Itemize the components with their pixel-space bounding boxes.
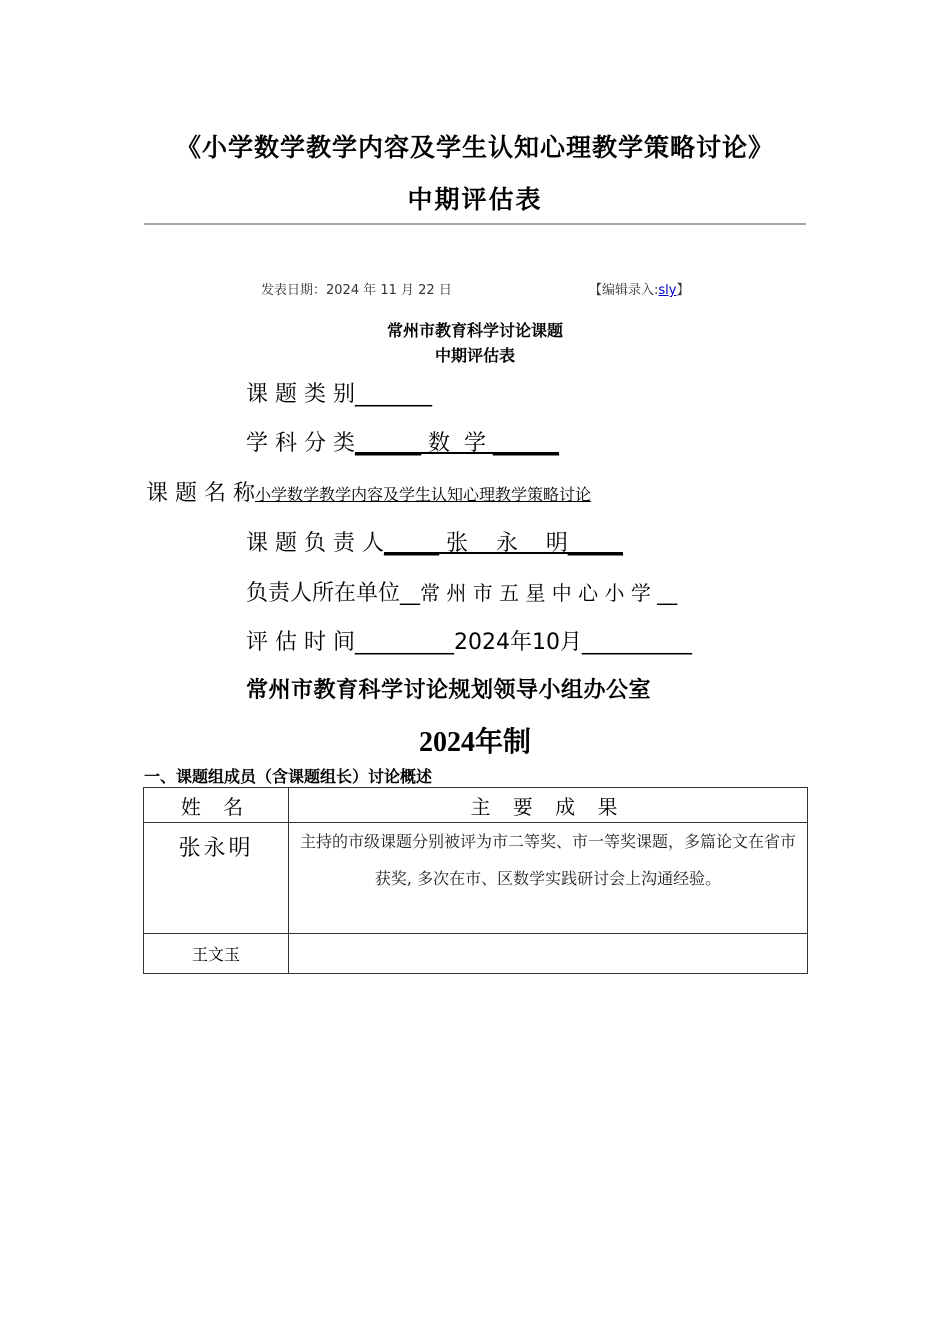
column-header-results: 主 要 成 果 [289, 788, 808, 823]
table-header-row [144, 788, 808, 823]
field-topic-label: 课 题 名 称 [146, 481, 255, 506]
year-made: 2024年制 [418, 727, 531, 758]
members-table [143, 787, 808, 974]
field-category-label: 课 题 类 别 [246, 382, 355, 407]
member-result [289, 934, 808, 974]
field-time [246, 625, 692, 656]
field-leader [246, 526, 623, 557]
editor-info [589, 279, 689, 298]
field-subject [246, 426, 559, 457]
field-unit [246, 576, 677, 607]
editor-link[interactable]: sly [658, 283, 677, 298]
field-topic-value: 小学数学教学内容及学生认知心理教学策略讨论 [254, 485, 591, 504]
member-result: 主持的市级课题分别被评为市二等奖、市一等奖课题，多篇论文在省市获奖, 多次在市、区数学实践研讨会上沟通经验。 [289, 823, 808, 934]
column-header-name: 姓 名 [144, 788, 289, 823]
field-unit-label: 负责人所在单位 [246, 581, 401, 606]
field-leader-value: _____ 张 永 明_____ [383, 531, 623, 556]
member-name: 张永明 [144, 823, 289, 934]
editor-prefix: 【编辑录入: [589, 283, 659, 298]
field-time-label: 评 估 时 间 [246, 630, 355, 655]
cover-form-line: 中期评估表 [434, 346, 515, 365]
table-row [144, 934, 808, 974]
office-name: 常州市教育科学讨论规划领导小组办公室 [246, 678, 652, 703]
publish-date: 发表日期：2024 年 11 月 22 日 [261, 283, 452, 298]
field-leader-label: 课 题 负 责 人 [246, 531, 384, 556]
field-time-value: _________2024年10月__________ [354, 630, 692, 655]
cover-org-line: 常州市教育科学讨论课题 [386, 321, 563, 340]
document-subtitle: 中期评估表 [407, 185, 543, 214]
table-row [144, 823, 808, 934]
field-subject-value: ______ 数 学 ______ [354, 431, 559, 456]
field-unit-value: __常 州 市 五 星 中 心 小 学 __ [400, 581, 678, 605]
title-divider [144, 223, 806, 225]
document-title: 《小学数学教学内容及学生认知心理教学策略讨论》 [175, 133, 774, 162]
field-category-value: _______ [354, 382, 432, 407]
member-name: 王文玉 [144, 934, 289, 974]
field-category [246, 377, 432, 408]
field-topic [146, 476, 591, 507]
section-heading: 一、课题组成员（含课题组长）讨论概述 [144, 767, 433, 786]
editor-suffix: 】 [676, 283, 690, 298]
field-subject-label: 学 科 分 类 [246, 431, 355, 456]
